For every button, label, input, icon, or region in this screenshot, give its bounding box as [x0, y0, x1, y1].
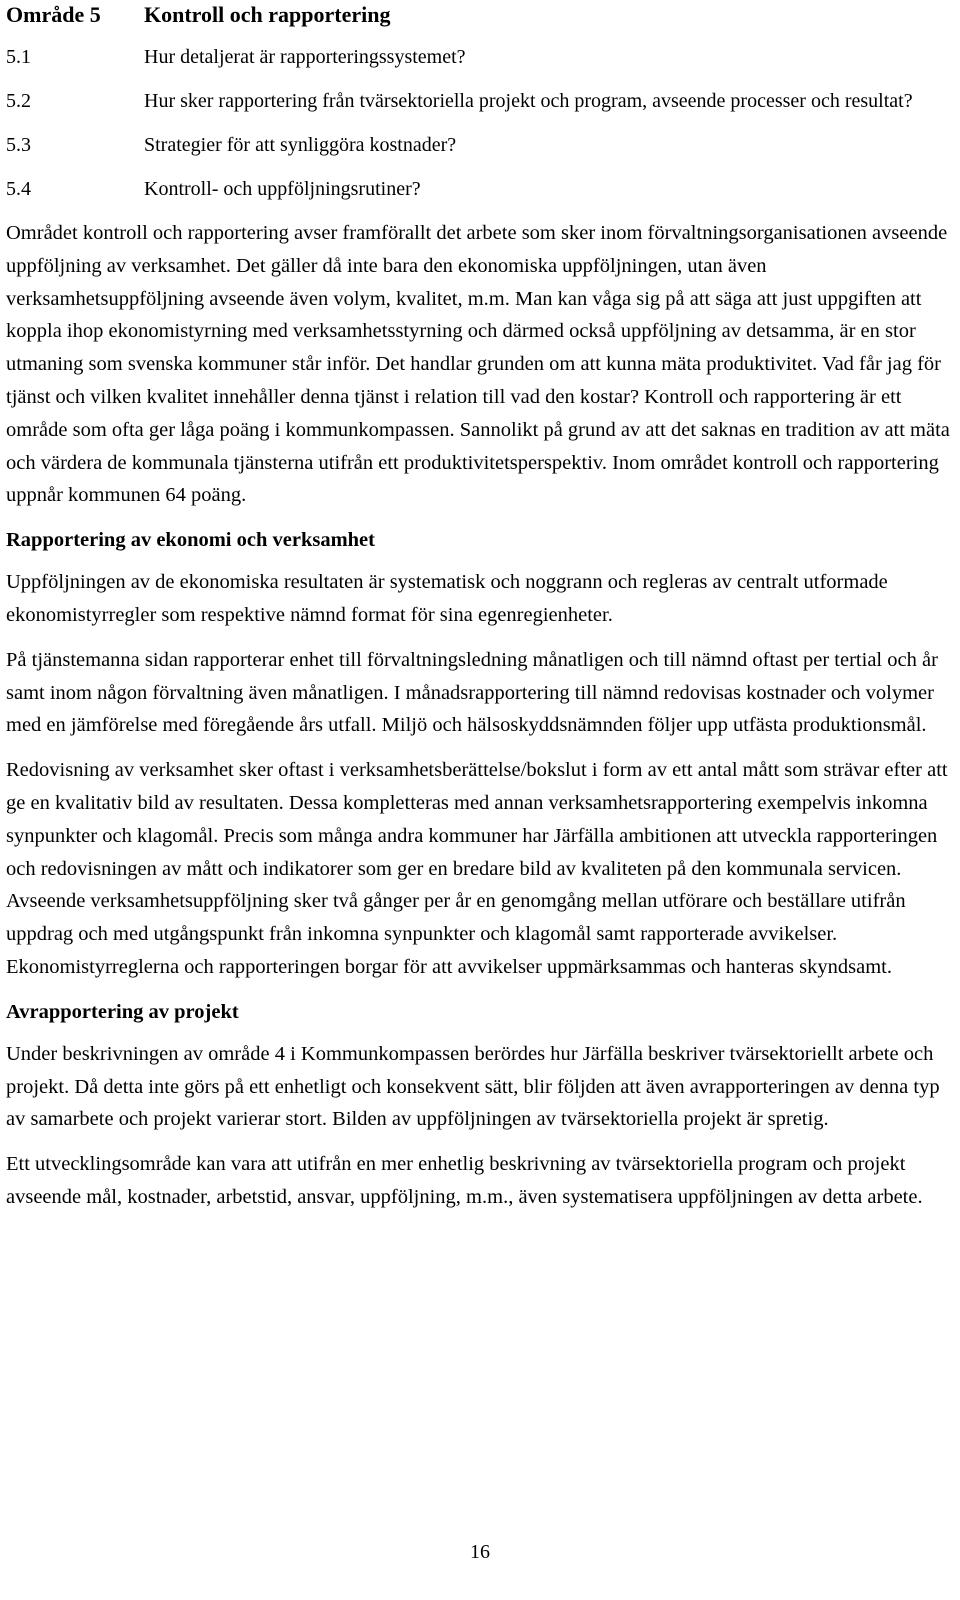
question-text: Strategier för att synliggöra kostnader?: [144, 134, 457, 156]
page-number: 16: [470, 1541, 490, 1563]
subheading-project-reporting: Avrapportering av projekt: [6, 1000, 239, 1023]
question-number: 5.3: [6, 134, 31, 156]
document-page: [6, 0, 956, 1226]
body-paragraph: Uppföljningen av de ekonomiska resultaten är systematisk och noggrann och regleras av centralt utformade ekonomistyrregler som respektive nämnd format för sina egenregienheter.: [6, 571, 888, 626]
intro-paragraph: Området kontroll och rapportering avser framförallt det arbete som sker inom förvaltningsorganisationen avseende uppföljning av verksamhet. Det gäller då inte bara den ekonomiska uppföljningen, utan även verksamhetsuppföljning avseende även volym, kvalitet, m.m. Man kan våga sig på att säga att just uppgiften att koppla ihop ekonomistyrning med verksamhetsstyrning och därmed också uppföljning av detsamma, är en stor utmaning som svenska kommuner står inför. Det handlar grunden om att kunna mäta produktivitet. Vad får jag för tjänst och vilken kvalitet innehåller denna tjänst i relation till vad den kostar? Kontroll och rapportering är ett område som ofta ger låga poäng i kommunkompassen. Sannolikt på grund av att det saknas en tradition av att mäta och värdera de kommunala tjänsterna utifrån ett produktivitetsperspektiv. Inom området kontroll och rapportering uppnår kommunen 64 poäng.: [6, 222, 950, 507]
subheading-reporting: Rapportering av ekonomi och verksamhet: [6, 529, 375, 552]
section-heading: [6, 0, 956, 30]
section-heading-number: Område 5: [6, 2, 101, 27]
question-number: 5.1: [6, 46, 31, 68]
body-paragraph: På tjänstemanna sidan rapporterar enhet till förvaltningsledning månatligen och till nämnd oftast per tertial och år samt inom någon förvaltning även månatligen. I månadsrapportering till nämnd redovisas kostnader och volymer med en jämförelse med föregående års utfall. Miljö och hälsoskyddsnämnden följer upp utfästa produktionsmål.: [6, 648, 938, 737]
question-item: [6, 173, 956, 205]
question-item: [6, 85, 956, 117]
question-number: 5.4: [6, 178, 31, 200]
question-item: [6, 41, 956, 73]
question-item: [6, 129, 956, 161]
question-text: Hur sker rapportering från tvärsektoriella projekt och program, avseende processer och resultat?: [144, 90, 913, 112]
section-heading-title: Kontroll och rapportering: [144, 2, 391, 27]
question-number: 5.2: [6, 90, 31, 112]
question-list: [6, 41, 956, 205]
question-text: Hur detaljerat är rapporteringssystemet?: [144, 46, 466, 68]
body-paragraph: Under beskrivningen av område 4 i Kommunkompassen berördes hur Järfälla beskriver tvärsektoriellt arbete och projekt. Då detta inte görs på ett enhetligt och konsekvent sätt, blir följden att även avrapporteringen av denna typ av samarbete och projekt varierar stort. Bilden av uppföljningen av tvärsektoriella projekt är spretig.: [6, 1042, 940, 1131]
body-paragraph: Redovisning av verksamhet sker oftast i verksamhetsberättelse/bokslut i form av ett antal mått som strävar efter att ge en kvalitativ bild av resultaten. Dessa kompletteras med annan verksamhetsrapportering exempelvis inkomna synpunkter och klagomål. Precis som många andra kommuner har Järfälla ambitionen att utveckla rapporteringen och redovisningen av mått och indikatorer som ger en bredare bild av kvaliteten på den kommunala servicen. Avseende verksamhetsuppföljning sker två gånger per år en genomgång mellan utförare och beställare utifrån uppdrag och med utgångspunkt från inkomna synpunkter och klagomål samt rapporterade avvikelser. Ekonomistyrreglerna och rapporteringen borgar för att avvikelser uppmärksammas och hanteras skyndsamt.: [6, 759, 948, 978]
body-paragraph: Ett utvecklingsområde kan vara att utifrån en mer enhetlig beskrivning av tvärsektoriella program och projekt avseende mål, kostnader, arbetstid, ansvar, uppföljning, m.m., även systematisera uppföljningen av detta arbete.: [6, 1153, 923, 1208]
question-text: Kontroll- och uppföljningsrutiner?: [144, 178, 421, 200]
